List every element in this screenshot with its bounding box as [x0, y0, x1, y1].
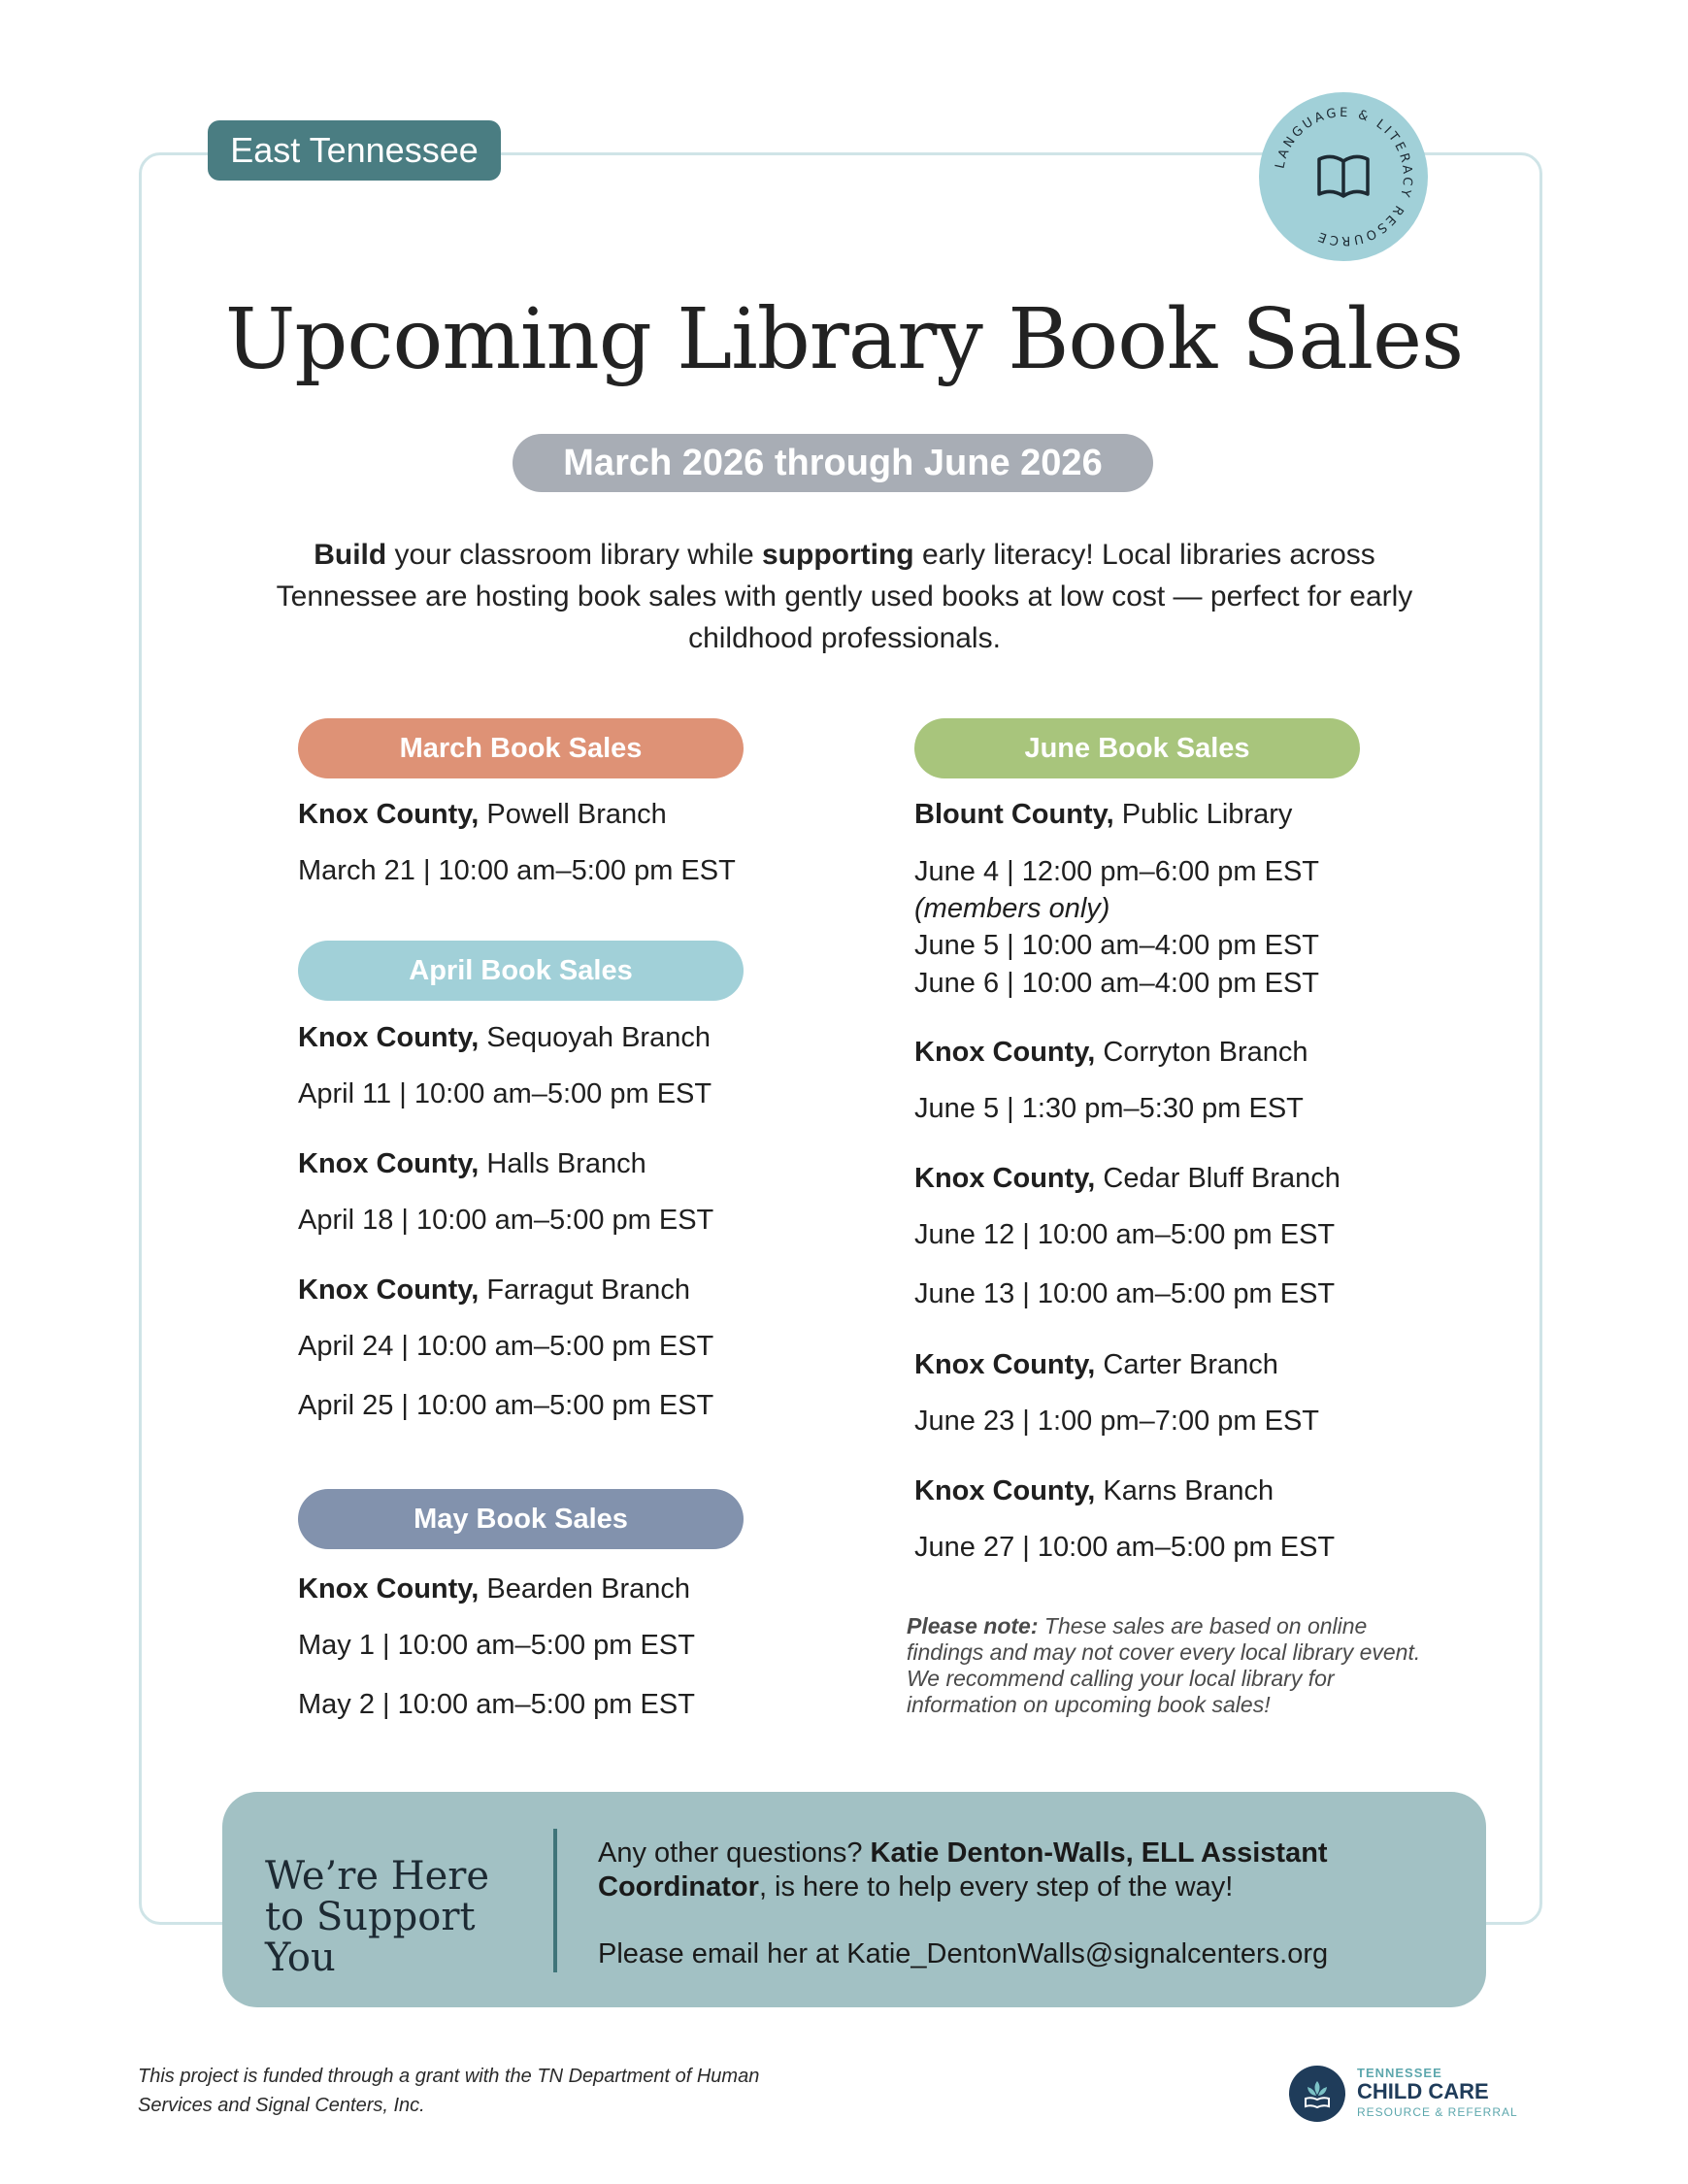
disclaimer-note: Please note: These sales are based on online findings and may not cover every local library event. We recommend calling your local library for information on upcoming book sales! — [907, 1613, 1421, 1717]
sale-date: April 18 | 10:00 am–5:00 pm EST — [298, 1205, 714, 1236]
sale-date: April 24 | 10:00 am–5:00 pm EST — [298, 1331, 714, 1362]
sale-location: Knox County, Carter Branch — [914, 1349, 1278, 1380]
sale-location: Knox County, Sequoyah Branch — [298, 1022, 711, 1053]
sale-location: Knox County, Corryton Branch — [914, 1037, 1308, 1068]
sale-date: March 21 | 10:00 am–5:00 pm EST — [298, 855, 736, 886]
sale-location: Knox County, Farragut Branch — [298, 1274, 690, 1306]
support-box — [222, 1792, 1486, 2007]
sale-location: Knox County, Powell Branch — [298, 799, 667, 830]
sale-date: June 5 | 1:30 pm–5:30 pm EST — [914, 1093, 1304, 1124]
support-contact: Any other questions? Katie Denton-Walls, ELL Assistant Coordinator, is here to help every step of the way! — [598, 1837, 1328, 1903]
sale-note: (members only) — [914, 893, 1110, 924]
sale-date: June 13 | 10:00 am–5:00 pm EST — [914, 1278, 1336, 1309]
sale-date: June 27 | 10:00 am–5:00 pm EST — [914, 1532, 1336, 1563]
sale-location: Knox County, Halls Branch — [298, 1148, 646, 1179]
sale-location: Knox County, Cedar Bluff Branch — [914, 1163, 1340, 1194]
sale-date: June 5 | 10:00 am–4:00 pm EST — [914, 930, 1320, 961]
june-heading: June Book Sales — [914, 718, 1360, 778]
logo-mark-icon — [1289, 2066, 1345, 2122]
sale-date: April 25 | 10:00 am–5:00 pm EST — [298, 1390, 714, 1421]
sale-date: May 2 | 10:00 am–5:00 pm EST — [298, 1689, 695, 1720]
sale-date: June 4 | 12:00 pm–6:00 pm EST — [914, 856, 1320, 887]
seal-text: LANGUAGE & LITERACY RESOURCE — [1273, 105, 1415, 248]
sale-location: Knox County, Karns Branch — [914, 1475, 1274, 1506]
may-heading: May Book Sales — [298, 1489, 744, 1549]
sale-date: April 11 | 10:00 am–5:00 pm EST — [298, 1078, 712, 1109]
support-title: We’re Here to Support You — [265, 1854, 490, 1980]
tn-child-care-logo: TENNESSEE CHILD CARE RESOURCE & REFERRAL — [1289, 2062, 1541, 2124]
sale-location: Knox County, Bearden Branch — [298, 1573, 690, 1605]
date-range-badge: March 2026 through June 2026 — [513, 434, 1153, 492]
funding-note: This project is funded through a grant with the TN Department of Human Services and Signal Centers, Inc. — [138, 2066, 760, 2116]
support-email: Please email her at Katie_DentonWalls@signalcenters.org — [598, 1938, 1329, 1969]
sale-location: Blount County, Public Library — [914, 799, 1293, 830]
march-heading: March Book Sales — [298, 718, 744, 778]
divider — [553, 1829, 557, 1972]
april-heading: April Book Sales — [298, 941, 744, 1001]
sale-date: June 23 | 1:00 pm–7:00 pm EST — [914, 1406, 1320, 1437]
sale-date: May 1 | 10:00 am–5:00 pm EST — [298, 1630, 695, 1661]
sale-date: June 6 | 10:00 am–4:00 pm EST — [914, 968, 1320, 999]
literacy-seal — [1258, 91, 1429, 262]
region-tag: East Tennessee — [208, 120, 501, 181]
sale-date: June 12 | 10:00 am–5:00 pm EST — [914, 1219, 1336, 1250]
intro-paragraph: Build your classroom library while supporting early literacy! Local libraries across Tennessee are hosting book sales with gently used books at low cost — perfect for early childhood professionals. — [276, 539, 1413, 654]
page-title: Upcoming Library Book Sales — [224, 291, 1464, 388]
